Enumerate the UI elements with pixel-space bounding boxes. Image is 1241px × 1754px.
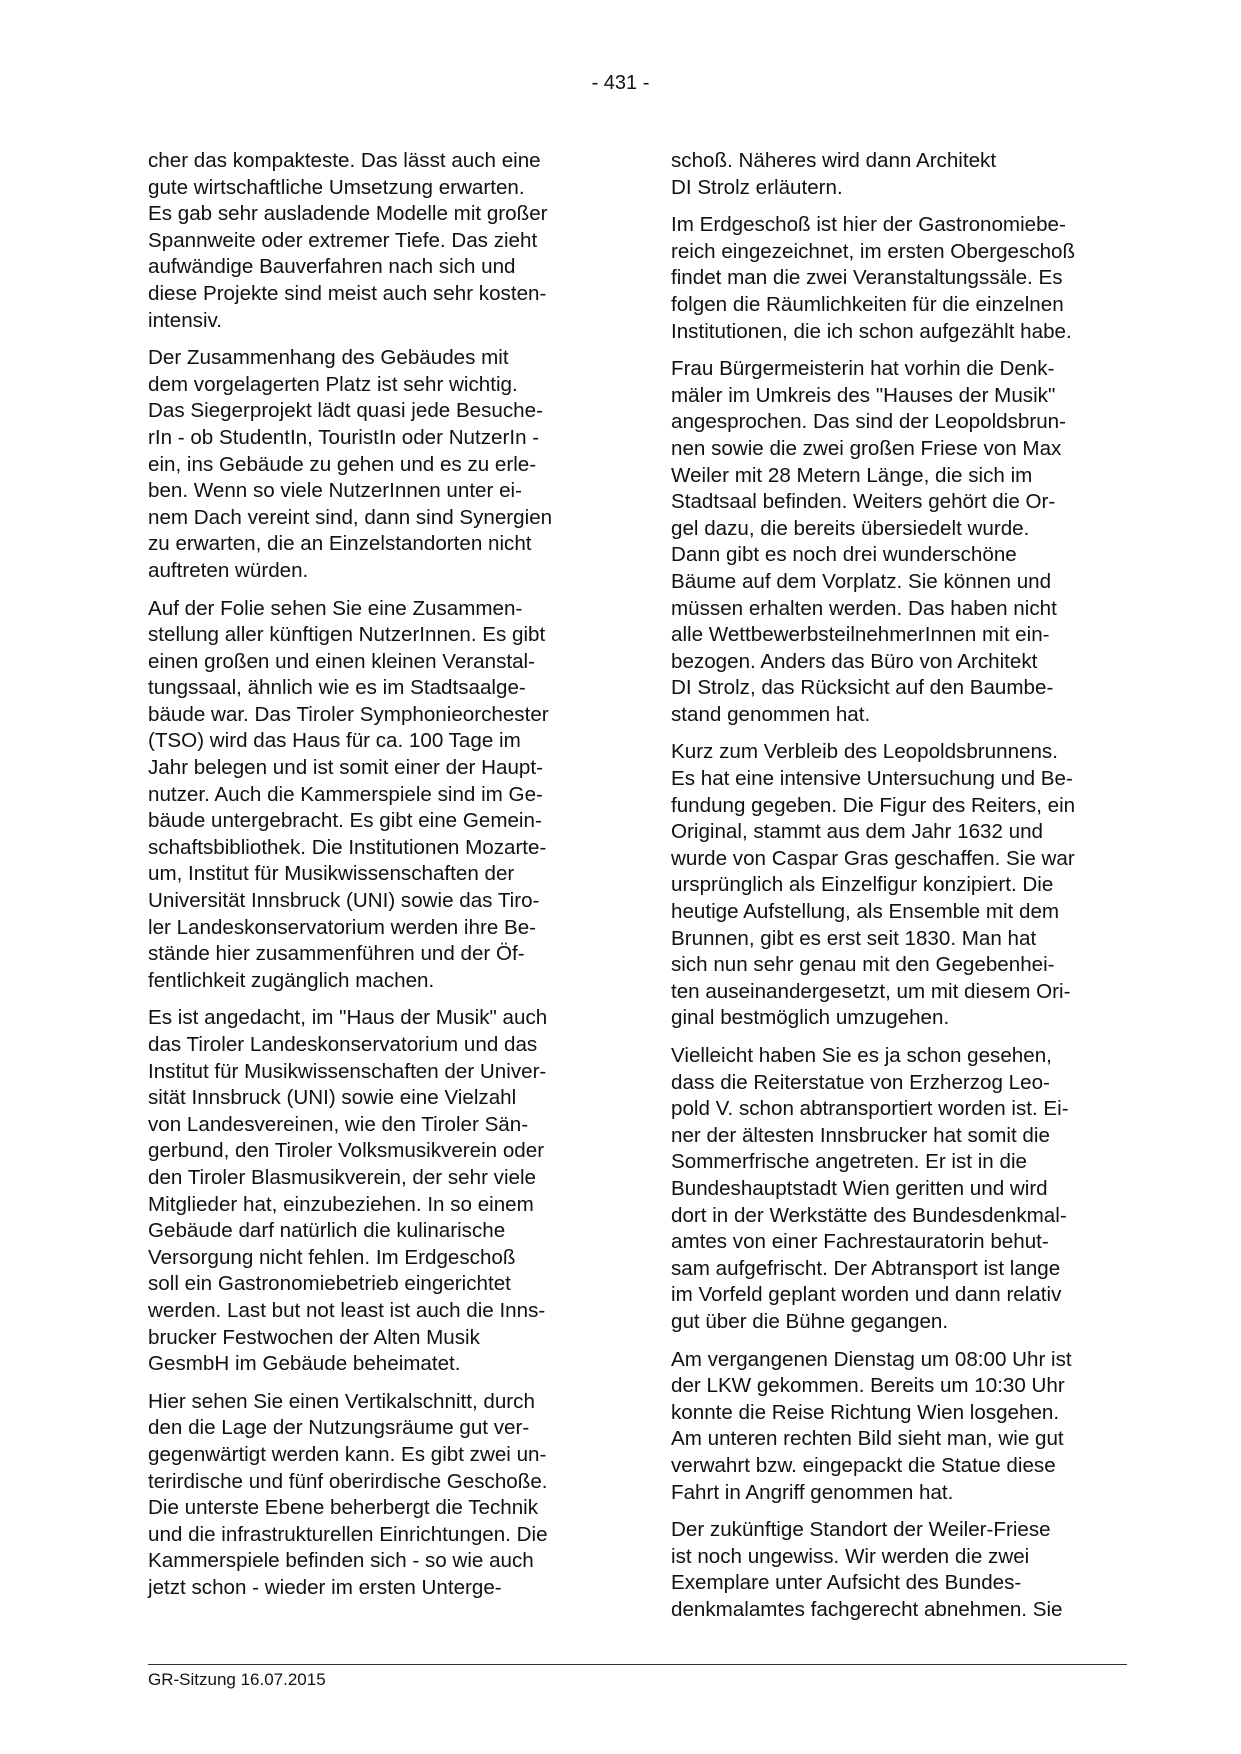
paragraph: cher das kompakteste. Das lässt auch eine gute wirtschaftliche Umsetzung erwarten. Es gab sehr ausladende Modelle mit großer Spannweite oder extremer Tiefe. Das zieht aufwändige Bauverfahren nach sich und diese Projekte sind meist auch sehr kosten- intensiv. <box>148 149 548 332</box>
right-text-column <box>671 148 1129 1634</box>
footer-divider <box>148 1664 1127 1665</box>
left-text-column <box>148 148 606 1612</box>
paragraph: Es ist angedacht, im "Haus der Musik" auch das Tiroler Landeskonservatorium und das Institut für Musikwissenschaften der Univer- sität Innsbruck (UNI) sowie eine Vielzahl von Landesvereinen, wie den Tiroler Sän- gerbund, den Tiroler Volksmusikverein oder den Tiroler Blasmusikverein, der sehr viele Mitglieder hat, einzubeziehen. In so einem Gebäude darf natürlich die kulinarische Versorgung nicht fehlen. Im Erdgeschoß soll ein Gastronomiebetrieb eingerichtet werden. Last but not least ist auch die Inns- brucker Festwochen der Alten Musik GesmbH im Gebäude beheimatet. <box>148 1006 548 1376</box>
paragraph: Vielleicht haben Sie es ja schon gesehen, dass die Reiterstatue von Erzherzog Leo- pold V. schon abtransportiert worden ist. Ei- ner der ältesten Innsbrucker hat somit die Sommerfrische angetreten. Er ist in die Bundeshauptstadt Wien geritten und wird dort in der Werkstätte des Bundesdenkmal- amtes von einer Fachrestauratorin behut- sam aufgefrischt. Der Abtransport ist lange im Vorfeld geplant worden und dann relativ gut über die Bühne gegangen. <box>671 1044 1069 1333</box>
paragraph: Frau Bürgermeisterin hat vorhin die Denk- mäler im Umkreis des "Hauses der Musik" angesprochen. Das sind der Leopoldsbrun- nen sowie die zwei großen Friese von Max Weiler mit 28 Metern Länge, die sich im Stadtsaal befinden. Weiters gehört die Or- gel dazu, die bereits übersiedelt wurde. Dann gibt es noch drei wunderschöne Bäume auf dem Vorplatz. Sie können und müssen erhalten werden. Das haben nicht alle WettbewerbsteilnehmerInnen mit ein- bezogen. Anders das Büro von Architekt DI Strolz, das Rücksicht auf den Baumbe- stand genommen hat. <box>671 357 1066 726</box>
paragraph: Auf der Folie sehen Sie eine Zusammen- stellung aller künftigen NutzerInnen. Es gibt einen großen und einen kleinen Veranstal- tungssaal, ähnlich wie es im Stadtsaalge- bäude war. Das Tiroler Symphonieorchester (TSO) wird das Haus für ca. 100 Tage im Jahr belegen und ist somit einer der Haupt- nutzer. Auch die Kammerspiele sind im Ge- bäude untergebracht. Es gibt eine Gemein- schaftsbibliothek. Die Institutionen Mozarte- um, Institut für Musikwissenschaften der Universität Innsbruck (UNI) sowie das Tiro- ler Landeskonservatorium werden ihre Be- stände hier zusammenführen und der Öf- fentlichkeit zugänglich machen. <box>148 596 549 992</box>
paragraph: Der zukünftige Standort der Weiler-Friese ist noch ungewiss. Wir werden die zwei Exemplare unter Aufsicht des Bundes- denkmalamtes fachgerecht abnehmen. Sie <box>671 1518 1063 1621</box>
footer-session-date: GR-Sitzung 16.07.2015 <box>148 1670 326 1689</box>
paragraph: schoß. Näheres wird dann Architekt DI Strolz erläutern. <box>671 149 997 199</box>
paragraph: Im Erdgeschoß ist hier der Gastronomiebe- reich eingezeichnet, im ersten Obergeschoß findet man die zwei Veranstaltungssäle. Es folgen die Räumlichkeiten für die einzelnen Institutionen, die ich schon aufgezählt habe. <box>671 213 1076 343</box>
paragraph: Am vergangenen Dienstag um 08:00 Uhr ist der LKW gekommen. Bereits um 10:30 Uhr konnte die Reise Richtung Wien losgehen. Am unteren rechten Bild sieht man, wie gut verwahrt bzw. eingepackt die Statue diese Fahrt in Angriff genommen hat. <box>671 1347 1072 1504</box>
paragraph: Hier sehen Sie einen Vertikalschnitt, durch den die Lage der Nutzungsräume gut ver- gegenwärtigt werden kann. Es gibt zwei un- terirdische und fünf oberirdische Geschoße. Die unterste Ebene beherbergt die Technik und die infrastrukturellen Einrichtungen. Die Kammerspiele befinden sich - so wie auch jetzt schon - wieder im ersten Unterge- <box>148 1389 548 1599</box>
page-number: - 431 - <box>591 72 650 94</box>
paragraph: Kurz zum Verbleib des Leopoldsbrunnens. Es hat eine intensive Untersuchung und Be- fundung gegeben. Die Figur des Reiters, ein Original, stammt aus dem Jahr 1632 und wurde von Caspar Gras geschaffen. Sie war ursprünglich als Einzelfigur konzipiert. Die heutige Aufstellung, als Ensemble mit dem Brunnen, gibt es erst seit 1830. Man hat sich nun sehr genau mit den Gegebenhei- ten auseinandergesetzt, um mit diesem Ori- ginal bestmöglich umzugehen. <box>671 740 1076 1030</box>
paragraph: Der Zusammenhang des Gebäudes mit dem vorgelagerten Platz ist sehr wichtig. Das Siegerprojekt lädt quasi jede Besuche- rIn - ob StudentIn, TouristIn oder NutzerIn - ein, ins Gebäude zu gehen und es zu erle- ben. Wenn so viele NutzerInnen unter ei- nem Dach vereint sind, dann sind Synergien zu erwarten, die an Einzelstandorten nicht auftreten würden. <box>148 346 553 582</box>
